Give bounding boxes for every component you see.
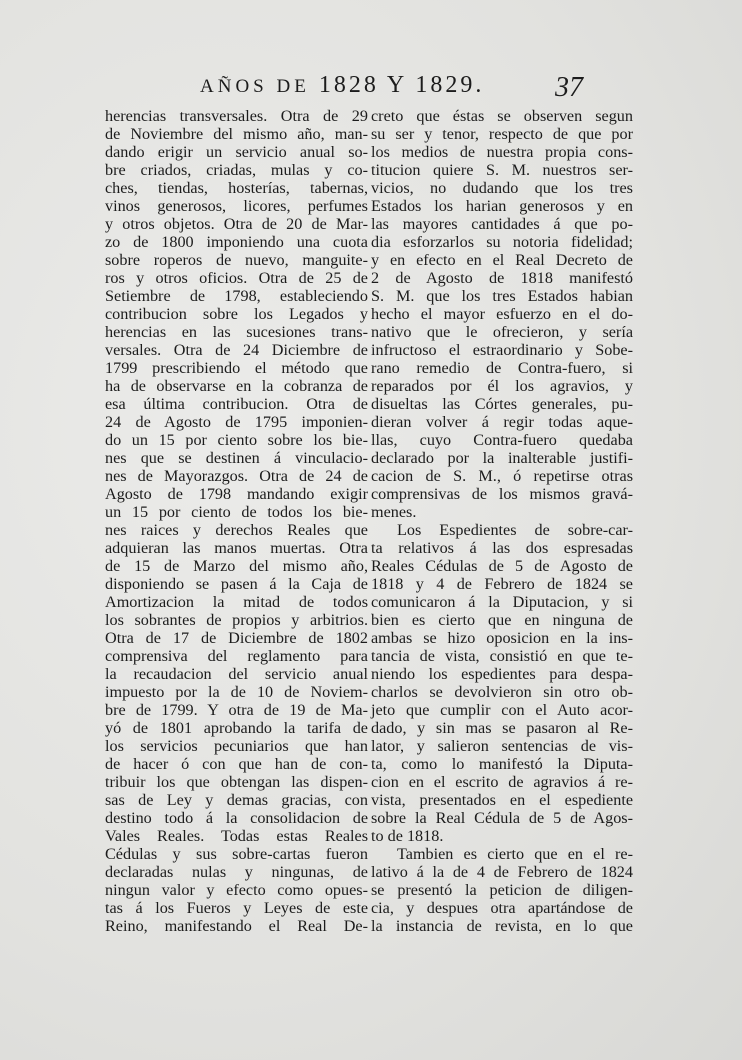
text-line: vinos generosos, licores, perfumes [105, 197, 368, 215]
text-line: bre criados, criadas, mulas y co- [105, 161, 368, 179]
text-line: los servicios pecuniarios que han [105, 737, 368, 755]
text-line: jeto que cumplir con el Auto acor- [371, 701, 633, 719]
text-line: adquieran las manos muertas. Otra [105, 539, 368, 557]
text-line: bre de 1799. Y otra de 19 de Ma- [105, 701, 368, 719]
text-line: tas á los Fueros y Leyes de este [105, 899, 368, 917]
text-line: lativo á la de 4 de Febrero de 1824 [371, 863, 633, 881]
text-line: declaradas nulas y ningunas, de [105, 863, 368, 881]
text-line: disponiendo se pasen á la Caja de [105, 575, 368, 593]
text-line: rano remedio de Contra-fuero, si [371, 359, 633, 377]
text-line: de 15 de Marzo del mismo año, [105, 557, 368, 575]
text-line: tancia de vista, consistió en que te- [371, 647, 633, 665]
text-line: 1799 prescribiendo el método que [105, 359, 368, 377]
text-line: sas de Ley y demas gracias, con [105, 791, 368, 809]
text-line: sobre roperos de nuevo, manguite- [105, 251, 368, 269]
text-line: ta relativos á las dos espresadas [371, 539, 633, 557]
text-line: Los Espedientes de sobre-car- [397, 521, 633, 539]
text-line: Otra de 17 de Diciembre de 1802 [105, 629, 368, 647]
text-line: nes que se destinen á vinculacio- [105, 449, 368, 467]
text-line: esa última contribucion. Otra de [105, 395, 368, 413]
text-line: bien es cierto que en ninguna de [371, 611, 633, 629]
text-line: llas, cuyo Contra-fuero quedaba [371, 431, 633, 449]
text-line: menes. [371, 503, 417, 521]
text-line: infructoso el estraordinario y Sobe- [371, 341, 633, 359]
text-line: to de 1818. [371, 827, 444, 845]
text-line: Vales Reales. Todas estas Reales [105, 827, 368, 845]
text-line: ches, tiendas, hosterías, tabernas, [105, 179, 368, 197]
text-line: Agosto de 1798 mandando exigir [105, 485, 368, 503]
text-line: niendo los espedientes para despa- [371, 665, 633, 683]
text-line: dando erigir un servicio anual so- [105, 143, 368, 161]
text-line: la instancia de revista, en lo que [371, 917, 633, 935]
text-line: reparados por él los agravios, y [371, 377, 633, 395]
text-line: yó de 1801 aprobando la tarifa de [105, 719, 368, 737]
text-line: cacion de S. M., ó repetirse otras [371, 467, 633, 485]
text-line: su ser y tenor, respecto de que por [371, 125, 633, 143]
text-line: de hacer ó con que han de con- [105, 755, 368, 773]
text-line: Amortizacion la mitad de todos [105, 593, 368, 611]
text-line: la recaudacion del servicio anual [105, 665, 368, 683]
text-line: Setiembre de 1798, estableciendo [105, 287, 368, 305]
text-line: los medios de nuestra propia cons- [371, 143, 633, 161]
text-line: hecho el mayor esfuerzo en el do- [371, 305, 633, 323]
text-line: nativo que le ofrecieron, y sería [371, 323, 633, 341]
text-line: de Noviembre del mismo año, man- [105, 125, 368, 143]
left-text-column [105, 107, 368, 935]
running-head-years: 1828 Y 1829. [318, 72, 485, 98]
text-line: 24 de Agosto de 1795 imponien- [105, 413, 368, 431]
text-line: vicios, no dudando que los tres [371, 179, 633, 197]
text-line: 1818 y 4 de Febrero de 1824 se [371, 575, 633, 593]
text-line: y otros objetos. Otra de 20 de Mar- [105, 215, 368, 233]
text-line: titucion quiere S. M. nuestros ser- [371, 161, 633, 179]
text-line: herencias transversales. Otra de 29 [105, 107, 368, 125]
text-line: las mayores cantidades á que po- [371, 215, 633, 233]
text-line: destino todo á la consolidacion de [105, 809, 368, 827]
text-line: dia esforzarlos su notoria fidelidad; [371, 233, 633, 251]
text-line: contribucion sobre los Legados y [105, 305, 368, 323]
text-line: un 15 por ciento de todos los bie- [105, 503, 368, 521]
text-line: dado, y sin mas se pasaron al Re- [371, 719, 633, 737]
text-line: Reino, manifestando el Real De- [105, 917, 368, 935]
text-line: S. M. que los tres Estados habian [371, 287, 633, 305]
page-header [200, 72, 600, 106]
text-line: ningun valor y efecto como opues- [105, 881, 368, 899]
text-line: Cédulas y sus sobre-cartas fueron [105, 845, 368, 863]
page-number: 37 [555, 72, 583, 103]
text-line: 2 de Agosto de 1818 manifestó [371, 269, 633, 287]
text-line: do un 15 por ciento sobre los bie- [105, 431, 368, 449]
text-line: y en efecto en el Real Decreto de [371, 251, 633, 269]
running-head-words: AÑOS DE [200, 76, 310, 97]
text-line: ros y otros oficios. Otra de 25 de [105, 269, 368, 287]
text-line: sobre la Real Cédula de 5 de Agos- [371, 809, 633, 827]
text-line: tribuir los que obtengan las dispen- [105, 773, 368, 791]
text-line: dieran volver á regir todas aque- [371, 413, 633, 431]
text-line: se presentó la peticion de diligen- [371, 881, 633, 899]
text-line: vista, presentados en el espediente [371, 791, 633, 809]
text-line: impuesto por la de 10 de Noviem- [105, 683, 368, 701]
text-line: ta, como lo manifestó la Diputa- [371, 755, 633, 773]
text-line: comprensivas de los mismos gravá- [371, 485, 633, 503]
text-line: ambas se hizo oposicion en la ins- [371, 629, 633, 647]
running-head [200, 72, 484, 99]
right-text-column [371, 107, 633, 935]
text-line: ha de observarse en la cobranza de [105, 377, 368, 395]
text-line: Estados los harian generosos y en [371, 197, 633, 215]
text-line: cion en el escrito de agravios á re- [371, 773, 633, 791]
text-line: versales. Otra de 24 Diciembre de [105, 341, 368, 359]
text-line: comunicaron á la Diputacion, y si [371, 593, 633, 611]
text-line: los sobrantes de propios y arbitrios. [105, 611, 368, 629]
text-line: declarado por la inalterable justifi- [371, 449, 633, 467]
text-line: herencias en las sucesiones trans- [105, 323, 368, 341]
text-line: nes de Mayorazgos. Otra de 24 de [105, 467, 368, 485]
text-line: cia, y despues otra apartándose de [371, 899, 633, 917]
text-line: charlos se devolvieron sin otro ob- [371, 683, 633, 701]
text-line: lator, y salieron sentencias de vis- [371, 737, 633, 755]
text-line: Reales Cédulas de 5 de Agosto de [371, 557, 633, 575]
text-line: zo de 1800 imponiendo una cuota [105, 233, 368, 251]
text-line: disueltas las Córtes generales, pu- [371, 395, 633, 413]
text-line: comprensiva del reglamento para [105, 647, 368, 665]
text-line: nes raices y derechos Reales que [105, 521, 368, 539]
text-line: creto que éstas se observen segun [371, 107, 633, 125]
text-line: Tambien es cierto que en el re- [397, 845, 633, 863]
